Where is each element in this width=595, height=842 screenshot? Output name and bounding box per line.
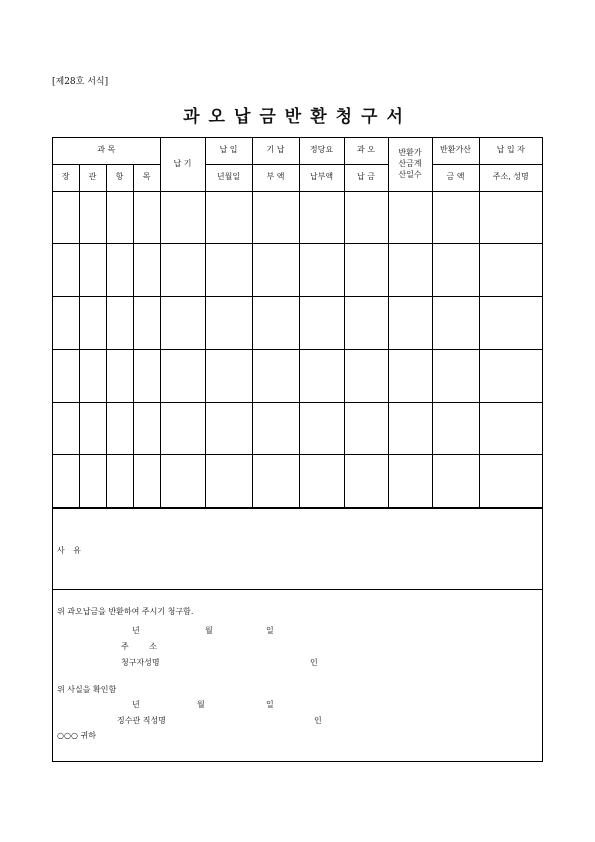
subject-header-gwan: 관 (79, 164, 106, 191)
col-header-correct-amount-bottom: 납부액 (299, 164, 344, 191)
table-cell[interactable] (432, 191, 479, 244)
refund-days-line1: 반환가 (398, 148, 422, 158)
subject-header-hang: 항 (106, 164, 133, 191)
table-cell[interactable] (432, 244, 479, 297)
table-cell[interactable] (79, 455, 106, 508)
table-cell[interactable] (133, 191, 160, 244)
table-cell[interactable] (133, 402, 160, 455)
table-cell[interactable] (479, 455, 542, 508)
recipient-line: ○○○ 귀하 (57, 731, 96, 740)
col-header-payment-date-bottom: 년월일 (205, 164, 252, 191)
table-cell[interactable] (432, 402, 479, 455)
table-cell[interactable] (388, 191, 432, 244)
form-number: [제28호 서식] (52, 77, 109, 87)
table-cell[interactable] (388, 455, 432, 508)
form-frame (52, 137, 543, 762)
table-cell[interactable] (53, 402, 79, 455)
col-header-paid-amount-top: 기 납 (252, 138, 299, 164)
table-cell[interactable] (205, 349, 252, 402)
table-cell[interactable] (133, 349, 160, 402)
table-cell[interactable] (53, 297, 79, 350)
refund-days-line3: 산일수 (398, 169, 422, 179)
col-header-payer-bottom: 주소, 성명 (479, 164, 542, 191)
table-cell[interactable] (160, 349, 205, 402)
table-cell[interactable] (344, 455, 388, 508)
col-header-correct-amount-top: 정당요 (299, 138, 344, 164)
table-cell[interactable] (252, 402, 299, 455)
table-cell[interactable] (479, 244, 542, 297)
table-cell[interactable] (205, 455, 252, 508)
table-cell[interactable] (299, 402, 344, 455)
col-header-overpaid-top: 과 오 (344, 138, 388, 164)
table-cell[interactable] (133, 455, 160, 508)
claim-statement: 위 과오납금을 반환하여 주시기 청구함. (57, 607, 194, 616)
table-row (53, 191, 542, 244)
table-cell[interactable] (205, 297, 252, 350)
confirm-day: 일 (266, 700, 274, 709)
claim-address-label: 주 소 (121, 642, 157, 651)
table-cell[interactable] (479, 349, 542, 402)
table-cell[interactable] (344, 244, 388, 297)
table-cell[interactable] (479, 402, 542, 455)
table-row (53, 455, 542, 508)
table-cell[interactable] (432, 455, 479, 508)
table-cell[interactable] (479, 297, 542, 350)
table-cell[interactable] (160, 191, 205, 244)
table-cell[interactable] (344, 349, 388, 402)
table-cell[interactable] (106, 191, 133, 244)
table-cell[interactable] (299, 455, 344, 508)
table-cell[interactable] (79, 244, 106, 297)
table-cell[interactable] (106, 297, 133, 350)
table-cell[interactable] (160, 455, 205, 508)
form-title: 과오납금반환청구서 (183, 107, 412, 127)
table-cell[interactable] (160, 402, 205, 455)
reason-label: 사 유 (57, 546, 84, 555)
table-cell[interactable] (252, 244, 299, 297)
claimant-seal: 인 (310, 658, 318, 667)
official-seal: 인 (314, 716, 322, 725)
confirm-statement: 위 사실을 확인함 (57, 685, 117, 694)
claim-day: 일 (266, 626, 274, 635)
table-cell[interactable] (252, 191, 299, 244)
table-cell[interactable] (53, 191, 79, 244)
table-cell[interactable] (252, 297, 299, 350)
table-row (53, 244, 542, 297)
table-cell[interactable] (299, 349, 344, 402)
table-cell[interactable] (252, 455, 299, 508)
table-cell[interactable] (133, 297, 160, 350)
table-cell[interactable] (53, 455, 79, 508)
table-cell[interactable] (299, 297, 344, 350)
table-cell[interactable] (133, 244, 160, 297)
confirm-month: 월 (197, 700, 205, 709)
table-cell[interactable] (79, 402, 106, 455)
refund-days-line2: 산금계 (398, 158, 422, 168)
refund-table (53, 138, 542, 508)
official-name-label: 징수관 직성명 (117, 716, 166, 725)
table-cell[interactable] (432, 297, 479, 350)
table-row (53, 349, 542, 402)
col-header-payer-top: 납 입 자 (479, 138, 542, 164)
table-cell[interactable] (160, 244, 205, 297)
table-cell[interactable] (388, 244, 432, 297)
table-cell[interactable] (388, 349, 432, 402)
table-cell[interactable] (53, 244, 79, 297)
table-cell[interactable] (344, 191, 388, 244)
table-cell[interactable] (344, 297, 388, 350)
table-cell[interactable] (388, 402, 432, 455)
subject-header-mok: 목 (133, 164, 160, 191)
table-cell[interactable] (205, 402, 252, 455)
table-cell[interactable] (53, 349, 79, 402)
table-row (53, 402, 542, 455)
col-header-refund-days (388, 138, 432, 191)
claim-year: 년 (132, 626, 140, 635)
col-header-paid-amount-bottom: 부 액 (252, 164, 299, 191)
table-cell[interactable] (479, 191, 542, 244)
table-cell[interactable] (79, 191, 106, 244)
table-row (53, 297, 542, 350)
table-cell[interactable] (252, 349, 299, 402)
col-header-refund-amount-top: 반환가산 (432, 138, 479, 164)
col-header-payment-date-top: 납 입 (205, 138, 252, 164)
table-cell[interactable] (79, 297, 106, 350)
table-cell[interactable] (388, 297, 432, 350)
table-cell[interactable] (299, 191, 344, 244)
claimant-name-label: 청구자성명 (121, 658, 160, 667)
subject-header-jang: 장 (53, 164, 79, 191)
confirm-year: 년 (132, 700, 140, 709)
claim-month: 월 (205, 626, 213, 635)
table-cell[interactable] (344, 402, 388, 455)
table-cell[interactable] (160, 297, 205, 350)
table-cell[interactable] (205, 244, 252, 297)
table-cell[interactable] (299, 244, 344, 297)
table-cell[interactable] (106, 402, 133, 455)
col-header-overpaid-bottom: 납 금 (344, 164, 388, 191)
table-cell[interactable] (106, 455, 133, 508)
data-rows (53, 191, 542, 508)
col-header-refund-amount-bottom: 금 액 (432, 164, 479, 191)
reason-section (53, 508, 542, 590)
table-cell[interactable] (205, 191, 252, 244)
col-header-due-date: 납 기 (160, 138, 205, 191)
table-cell[interactable] (106, 349, 133, 402)
table-cell[interactable] (79, 349, 106, 402)
subject-group-header: 과 목 (53, 138, 160, 164)
table-cell[interactable] (106, 244, 133, 297)
table-cell[interactable] (432, 349, 479, 402)
